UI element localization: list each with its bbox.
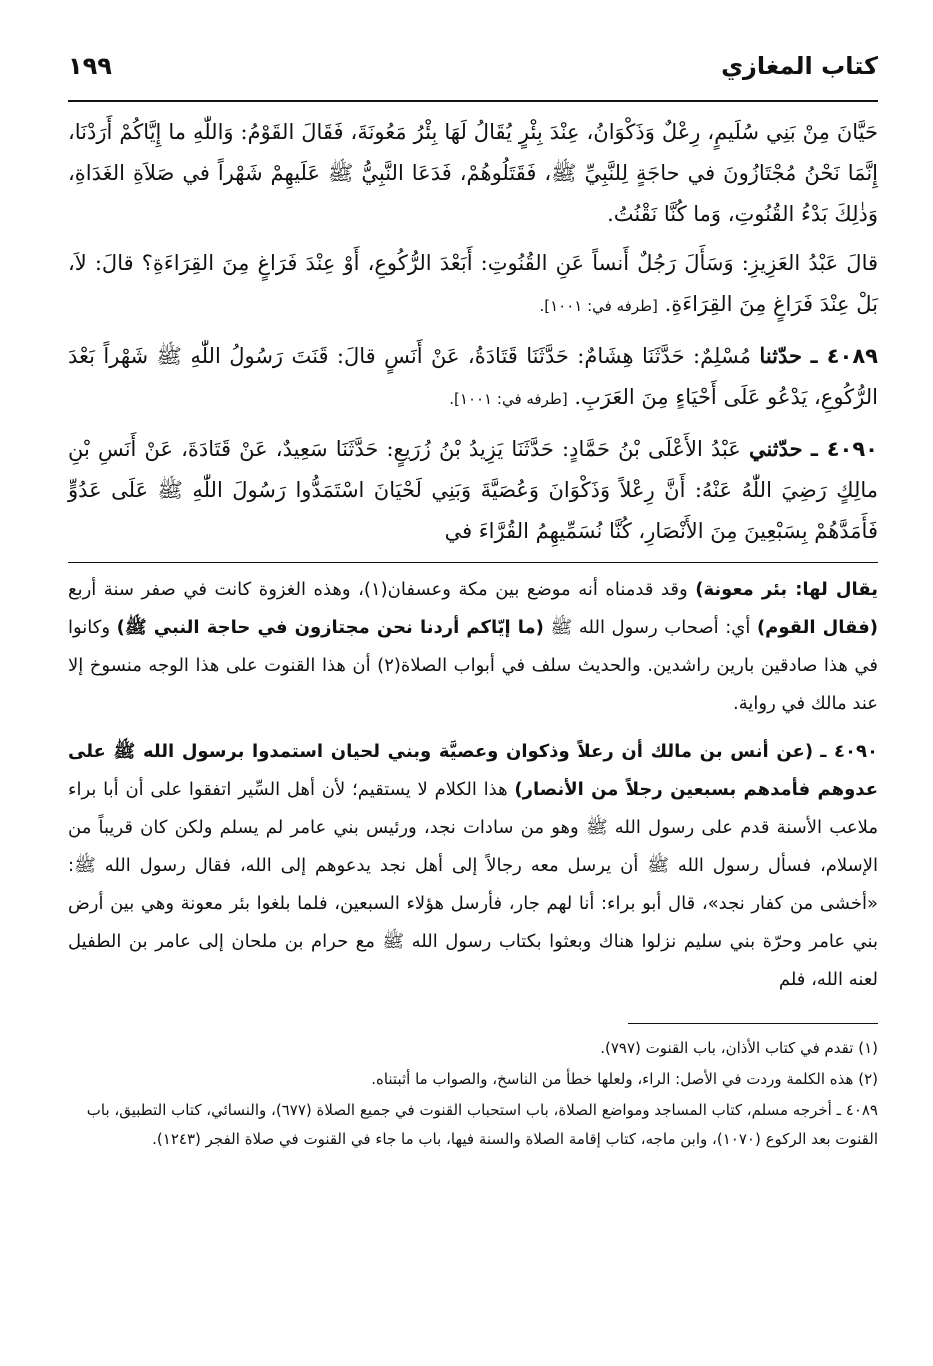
hadith-text: مُسْلِمٌ: حَدَّثَنَا هِشَامٌ: حَدَّثَنَا قَتَادَةُ، عَنْ أَنَسٍ قالَ: قَنَتَ رَسُولُ اللّٰهِ ﷺ شَهْراً بَعْدَ الرُّكُوعِ، يَدْعُو عَلَى أَحْيَاءٍ مِنَ العَرَبِ. xyxy=(68,344,878,409)
footnote-text: تقدم في كتاب الأذان، باب القنوت (٧٩٧). xyxy=(600,1039,854,1057)
main-paragraph-1 xyxy=(68,112,878,235)
commentary-paragraph-2 xyxy=(68,733,878,999)
hadith-number: ٤٠٨٩ ـ xyxy=(810,344,878,368)
commentary xyxy=(68,571,878,999)
cross-reference: [طرفه في: ١٠٠١]. xyxy=(449,390,568,408)
hadith-text: عَبْدُ الأَعْلَى بْنُ حَمَّادٍ: حَدَّثَنَا يَزِيدُ بْنُ زُرَيعٍ: حَدَّثَنَا سَعِيدٌ، عَنْ قَتَادَةَ، عَنْ أَنَسِ بْنِ مالِكٍ رَضِيَ اللّٰهُ عَنْهُ: أَنَّ رِعْلاً وَذَكْوَانَ وَعُصَيَّةَ وَبَنِي لَحْيَانَ اسْتَمَدُّوا رَسُولَ اللّٰهِ ﷺ عَلَى عَدُوٍّ فَأَمَدَّهُمْ بِسَبْعِينَ مِنَ الأَنْصَارِ، كُنَّا نُسَمِّيهِمُ القُرَّاءَ في xyxy=(68,437,878,543)
hadith-lead: حدّثني xyxy=(748,436,803,461)
section-divider xyxy=(68,562,878,563)
commentary-text: وكانوا في هذا صادقين بارين راشدين. والحديث سلف في أبواب الصلاة(٢) أن هذا القنوت على هذا الوجه منسوخ إلا عند مالك في رواية. xyxy=(68,617,878,714)
cross-reference: [طرفه في: ١٠٠١]. xyxy=(539,297,658,315)
footnote-text: هذه الكلمة وردت في الأصل: الراء، ولعلها خطأ من الناسخ، والصواب ما أثبتناه. xyxy=(371,1070,854,1088)
hadith-4089 xyxy=(68,335,878,420)
commentary-text: وقد قدمناه أنه موضع بين مكة وعسفان(١)، وهذه الغزوة كانت في صفر سنة أربع xyxy=(68,579,696,600)
footnotes xyxy=(68,1034,878,1154)
paragraph-2-text: قالَ عَبْدُ العَزِيزِ: وَسَأَلَ رَجُلٌ أَنساً عَنِ القُنُوتِ: أَبَعْدَ الرُّكُوعِ، أَوْ عِنْدَ فَرَاغٍ مِنَ القِرَاءَةِ؟ قالَ: لاَ، بَلْ عِنْدَ فَرَاغٍ مِنَ القِرَاءَةِ. xyxy=(68,251,878,316)
footnote-text: أخرجه مسلم، كتاب المساجد ومواضع الصلاة، باب استحباب القنوت في جميع الصلاة (٦٧٧)، والنسائي، كتاب التطبيق، باب القنوت بعد الركوع (١٠٧٠)، وابن ماجه، كتاب إقامة الصلاة والسنة فيها، باب ما جاء في القنوت في صلاة الفجر (١٢٤٣). xyxy=(86,1101,878,1148)
hadith-lead: حدّثنا xyxy=(759,343,803,368)
commentary-quote: (ما إيّاكم أردنا نحن مجتازون في حاجة النبي ﷺ) xyxy=(116,617,544,638)
page-number: ١٩٩ xyxy=(68,52,112,80)
book-title: كتاب المغازي xyxy=(721,52,878,80)
page-header xyxy=(68,52,878,102)
hadith-number: ٤٠٩٠ ـ xyxy=(810,437,878,461)
commentary-text: هذا الكلام لا يستقيم؛ لأن أهل السِّير اتفقوا على أن أبا براء ملاعب الأسنة قدم على رسول الله ﷺ وهو من سادات نجد، ورئيس بني عامر لم يسلم ولكن كان قريباً من الإسلام، فسأل رسول الله ﷺ أن يرسل معه رجالاً إلى أهل نجد يدعوهم إلى الله، فقال رسول الله ﷺ: «أخشى من كفار نجد»، قال أبو براء: أنا لهم جار، فأرسل هؤلاء السبعين، فلما بلغوا بئر معونة وهي بين أرض بني عامر وحرّة بني سليم نزلوا هناك وبعثوا بكتاب رسول الله ﷺ مع حرام بن ملحان إلى عامر بن الطفيل لعنه الله، فلم xyxy=(68,779,878,990)
commentary-text: أي: أصحاب رسول الله ﷺ xyxy=(543,617,757,638)
footnote xyxy=(68,1065,878,1094)
commentary-quote: (فقال القوم) xyxy=(756,617,879,638)
commentary-quote: (عن أنس بن مالك أن رعلاً وذكوان وعصيَّة وبني لحيان استمدوا برسول الله ﷺ على عدوهم فأمدهم بسبعين رجلاً من الأنصار) xyxy=(68,741,879,800)
main-text xyxy=(68,112,878,552)
footnote-divider xyxy=(628,1023,878,1024)
page xyxy=(68,52,878,1156)
commentary-quote: يقال لها: بئر معونة) xyxy=(695,579,878,600)
footnote-marker: (٢) xyxy=(858,1070,878,1088)
paragraph-1-text: حَيَّانَ مِنْ بَنِي سُلَيمٍ، رِعْلٌ وَذَكْوَانُ، عِنْدَ بِئْرٍ يُقَالُ لَهَا بِئْرُ مَعُونَةَ، فَقَالَ القَوْمُ: وَاللّٰهِ ما إِيَّاكُمْ أَرَدْنَا، إِنَّمَا نَحْنُ مُجْتَازُونَ في حاجَةٍ لِلنَّبِيِّ ﷺ، فَقَتَلُوهُمْ، فَدَعَا النَّبِيُّ ﷺ عَلَيهِمْ شَهْراً في صَلاَةِ الغَدَاةِ، وَذٰلِكَ بَدْءُ القُنُوتِ، وَما كُنَّا نَقْنُتُ. xyxy=(68,120,878,226)
footnote-marker: (١) xyxy=(858,1039,878,1057)
footnote-marker: ٤٠٨٩ ـ xyxy=(836,1101,878,1119)
commentary-paragraph-1 xyxy=(68,571,878,723)
footnote xyxy=(68,1034,878,1063)
main-paragraph-2 xyxy=(68,243,878,327)
footnote xyxy=(68,1096,878,1154)
hadith-4090 xyxy=(68,428,878,552)
commentary-number: ٤٠٩٠ ـ xyxy=(820,741,878,762)
